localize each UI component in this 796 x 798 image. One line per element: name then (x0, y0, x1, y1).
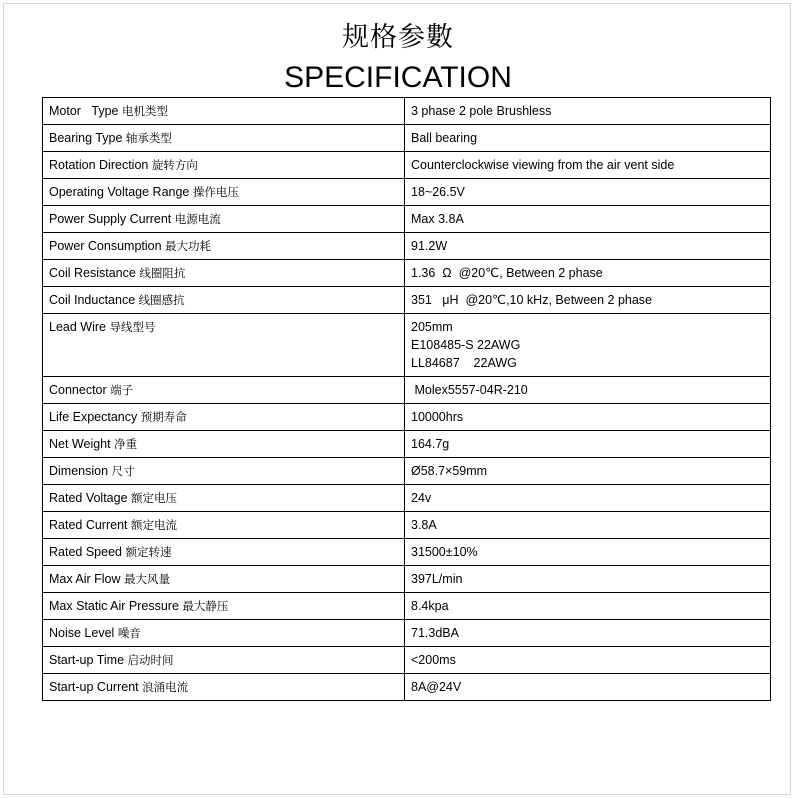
specification-table (42, 97, 771, 701)
spec-value: 205mm (411, 320, 453, 334)
spec-label-cell (43, 152, 405, 179)
spec-label-english: Life Expectancy (49, 410, 138, 424)
spec-value: 397L/min (411, 572, 463, 586)
table-row (43, 152, 771, 179)
spec-label-english: Lead Wire (49, 320, 106, 334)
table-row (43, 404, 771, 431)
spec-value: Molex5557-04R-210 (411, 383, 528, 397)
spec-label-english: Start-up Time (49, 653, 125, 667)
spec-label-english: Max Air Flow (49, 572, 121, 586)
spec-label-cell (43, 404, 405, 431)
spec-value: 351 μH @20℃,10 kHz, Between 2 phase (411, 293, 653, 307)
spec-label-chinese: 线圈感抗 (138, 293, 185, 307)
spec-label-cell (43, 620, 405, 647)
spec-label-cell (43, 260, 405, 287)
spec-value: 3.8A (411, 518, 437, 532)
spec-label-cell (43, 98, 405, 125)
spec-value-cell (405, 431, 771, 458)
spec-value-cell (405, 179, 771, 206)
spec-label-cell (43, 233, 405, 260)
spec-label-english: Connector (49, 383, 107, 397)
spec-label-english: Net Weight (49, 437, 111, 451)
spec-label-english: Operating Voltage Range (49, 185, 190, 199)
table-row (43, 287, 771, 314)
spec-value-cell (405, 620, 771, 647)
spec-label-cell (43, 314, 405, 377)
spec-label-chinese: 电源电流 (174, 212, 221, 226)
spec-label-english: Motor Type (49, 104, 119, 118)
spec-label-cell (43, 566, 405, 593)
spec-label-chinese: 轴承类型 (125, 131, 172, 145)
table-row (43, 314, 771, 377)
spec-value-cell (405, 125, 771, 152)
spec-value-cell (405, 314, 771, 377)
spec-value-cell (405, 458, 771, 485)
table-row (43, 260, 771, 287)
spec-label-english: Coil Inductance (49, 293, 136, 307)
spec-value: 10000hrs (411, 410, 464, 424)
spec-label-chinese: 最大静压 (182, 599, 229, 613)
table-row (43, 539, 771, 566)
spec-label-chinese: 浪涌电流 (142, 680, 189, 694)
spec-label-chinese: 额定电流 (131, 518, 177, 532)
spec-value-cell (405, 377, 771, 404)
spec-label-english: Dimension (49, 464, 109, 478)
spec-label-cell (43, 485, 405, 512)
spec-value-cell (405, 98, 771, 125)
spec-label-chinese: 操作电压 (192, 185, 239, 199)
spec-label-chinese: 电机类型 (121, 104, 168, 118)
page-title-chinese: 规格参數 (342, 22, 454, 53)
spec-label-cell (43, 539, 405, 566)
table-row (43, 431, 771, 458)
page-title-english: SPECIFICATION (284, 61, 512, 94)
spec-label-english: Coil Resistance (49, 266, 136, 280)
spec-label-chinese: 预期寿命 (140, 410, 187, 424)
spec-value: 18~26.5V (411, 185, 465, 199)
spec-value-cell (405, 152, 771, 179)
spec-label-cell (43, 179, 405, 206)
spec-value-cell (405, 485, 771, 512)
spec-value: LL84687 22AWG (411, 356, 517, 370)
spec-label-cell (43, 287, 405, 314)
spec-value-cell (405, 260, 771, 287)
spec-label-english: Rated Speed (49, 545, 122, 559)
spec-value-cell (405, 593, 771, 620)
spec-value: Ball bearing (411, 131, 478, 145)
table-row (43, 179, 771, 206)
spec-label-chinese: 最大功耗 (165, 239, 212, 253)
spec-value-cell (405, 539, 771, 566)
spec-value: Ø58.7×59mm (411, 464, 488, 478)
table-row (43, 674, 771, 701)
spec-value-cell (405, 233, 771, 260)
spec-label-chinese: 启动时间 (127, 653, 174, 667)
table-row (43, 593, 771, 620)
spec-label-chinese: 额定转速 (125, 545, 172, 559)
spec-label-english: Rotation Direction (49, 158, 149, 172)
spec-label-cell (43, 125, 405, 152)
table-row (43, 206, 771, 233)
spec-value-cell (405, 287, 771, 314)
spec-label-cell (43, 377, 405, 404)
spec-value: Counterclockwise viewing from the air vent side (411, 158, 675, 172)
spec-label-chinese: 端子 (110, 383, 134, 397)
spec-label-chinese: 净重 (114, 437, 138, 451)
spec-label-cell (43, 458, 405, 485)
spec-value: 24v (411, 491, 432, 505)
spec-value-cell (405, 512, 771, 539)
spec-value: 91.2W (411, 239, 448, 253)
spec-value: 71.3dBA (411, 626, 459, 640)
spec-label-cell (43, 674, 405, 701)
spec-label-cell (43, 512, 405, 539)
specification-table-body (43, 98, 771, 701)
spec-value: 8A@24V (411, 680, 462, 694)
table-row (43, 377, 771, 404)
spec-value: 3 phase 2 pole Brushless (411, 104, 552, 118)
spec-label-chinese: 线圈阻抗 (139, 266, 186, 280)
table-row (43, 647, 771, 674)
table-row (43, 485, 771, 512)
spec-label-cell (43, 431, 405, 458)
spec-label-english: Rated Voltage (49, 491, 128, 505)
spec-label-english: Rated Current (49, 518, 128, 532)
table-row (43, 233, 771, 260)
spec-label-english: Max Static Air Pressure (49, 599, 179, 613)
table-row (43, 566, 771, 593)
spec-label-english: Bearing Type (49, 131, 123, 145)
spec-value-cell (405, 647, 771, 674)
spec-label-cell (43, 647, 405, 674)
spec-label-english: Power Supply Current (49, 212, 172, 226)
table-row (43, 620, 771, 647)
spec-value-cell (405, 674, 771, 701)
spec-label-chinese: 尺寸 (111, 464, 135, 478)
spec-label-chinese: 最大风量 (124, 572, 171, 586)
spec-label-english: Start-up Current (49, 680, 139, 694)
table-row (43, 512, 771, 539)
spec-label-cell (43, 593, 405, 620)
spec-value: E108485-S 22AWG (411, 338, 521, 352)
spec-label-chinese: 旋转方向 (151, 158, 198, 172)
spec-value: Max 3.8A (411, 212, 464, 226)
spec-label-english: Power Consumption (49, 239, 162, 253)
table-row (43, 458, 771, 485)
spec-label-chinese: 导线型号 (109, 320, 156, 334)
spec-label-chinese: 额定电压 (131, 491, 178, 505)
spec-value: 8.4kpa (411, 599, 449, 613)
spec-value: <200ms (411, 653, 456, 667)
spec-value-cell (405, 566, 771, 593)
spec-label-english: Noise Level (49, 626, 115, 640)
table-row (43, 125, 771, 152)
spec-value-cell (405, 206, 771, 233)
table-row (43, 98, 771, 125)
spec-value: 31500±10% (411, 545, 478, 559)
spec-value-cell (405, 404, 771, 431)
spec-label-chinese: 噪音 (117, 626, 141, 640)
spec-label-cell (43, 206, 405, 233)
spec-value: 1.36 Ω @20℃, Between 2 phase (411, 266, 603, 280)
spec-value: 164.7g (411, 437, 450, 451)
